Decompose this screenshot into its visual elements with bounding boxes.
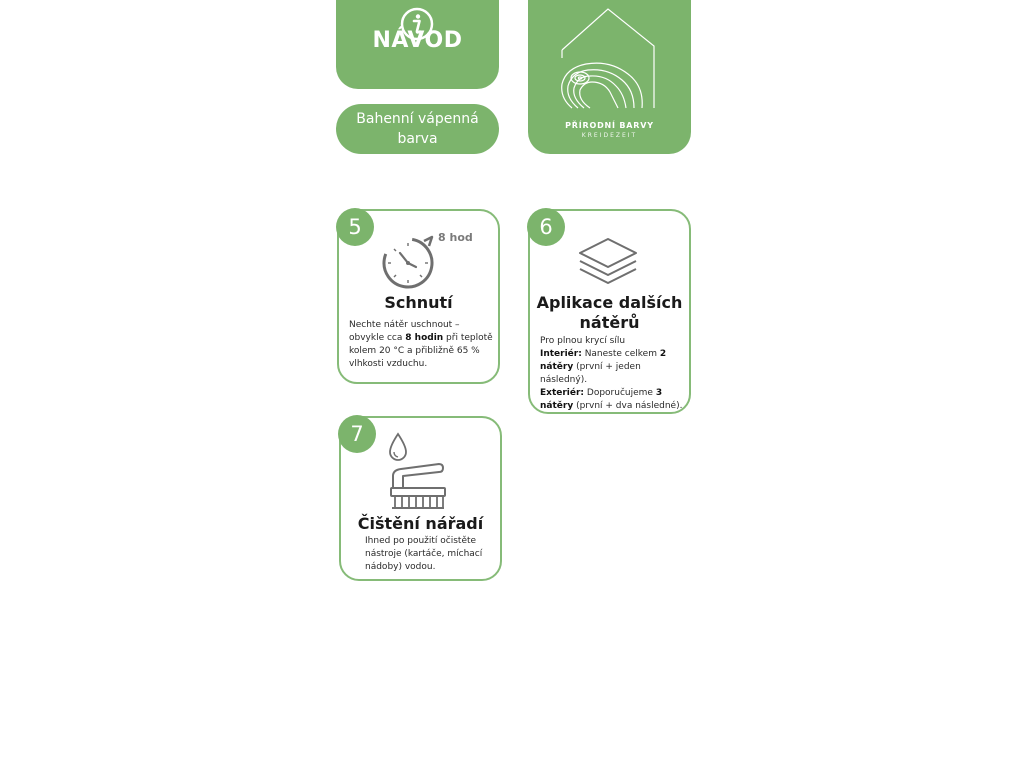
- brush-icon: [389, 462, 449, 512]
- step-description: [365, 535, 497, 574]
- step-number: 7: [338, 415, 376, 453]
- house-wood-logo-icon: [558, 8, 662, 116]
- desc-line: obvykle cca 8 hodin při teplotě: [349, 333, 493, 343]
- step-title: Čištění nářadí: [357, 514, 484, 533]
- desc-line: vlhkosti vzduchu.: [349, 359, 428, 369]
- step-card-drying: [337, 209, 500, 384]
- brand-subname: KREIDEZEIT: [581, 132, 638, 139]
- water-drop-icon: [387, 432, 409, 462]
- navod-card: [336, 0, 499, 89]
- navod-title: NÁVOD: [372, 28, 463, 53]
- step-card-tool-cleaning: [339, 416, 502, 581]
- clock-icon: [379, 231, 439, 291]
- drying-time-label: 8 hod: [438, 231, 473, 244]
- desc-line: Exteriér: Doporučujeme 3: [540, 388, 663, 398]
- product-name-pill: [336, 104, 499, 154]
- desc-line: kolem 20 °C a přibližně 65 %: [349, 346, 480, 356]
- step-description: [349, 319, 497, 371]
- desc-line: nátěry (první + dva následné).: [540, 401, 683, 411]
- desc-line: nádoby) vodou.: [365, 562, 436, 572]
- layers-icon: [578, 237, 638, 287]
- brand-logo-card: [528, 0, 691, 154]
- step-number: 6: [527, 208, 565, 246]
- desc-line: nástroje (kartáče, míchací: [365, 549, 483, 559]
- step-card-additional-coats: [528, 209, 691, 414]
- desc-line: Nechte nátěr uschnout –: [349, 320, 460, 330]
- desc-line: Interiér: Naneste celkem 2: [540, 349, 667, 359]
- desc-line: nátěry (první + jeden následný).: [540, 362, 641, 385]
- desc-line: Ihned po použití očistěte: [365, 536, 477, 546]
- step-title: Aplikace dalších nátěrů: [536, 293, 683, 332]
- brand-name: PŘÍRODNÍ BARVY: [565, 121, 654, 130]
- product-name: Bahenní vápenná barva: [356, 111, 479, 147]
- desc-line: Pro plnou krycí sílu: [540, 336, 626, 346]
- step-number: 5: [336, 208, 374, 246]
- step-description: [540, 335, 690, 413]
- step-title: Schnutí: [384, 293, 453, 312]
